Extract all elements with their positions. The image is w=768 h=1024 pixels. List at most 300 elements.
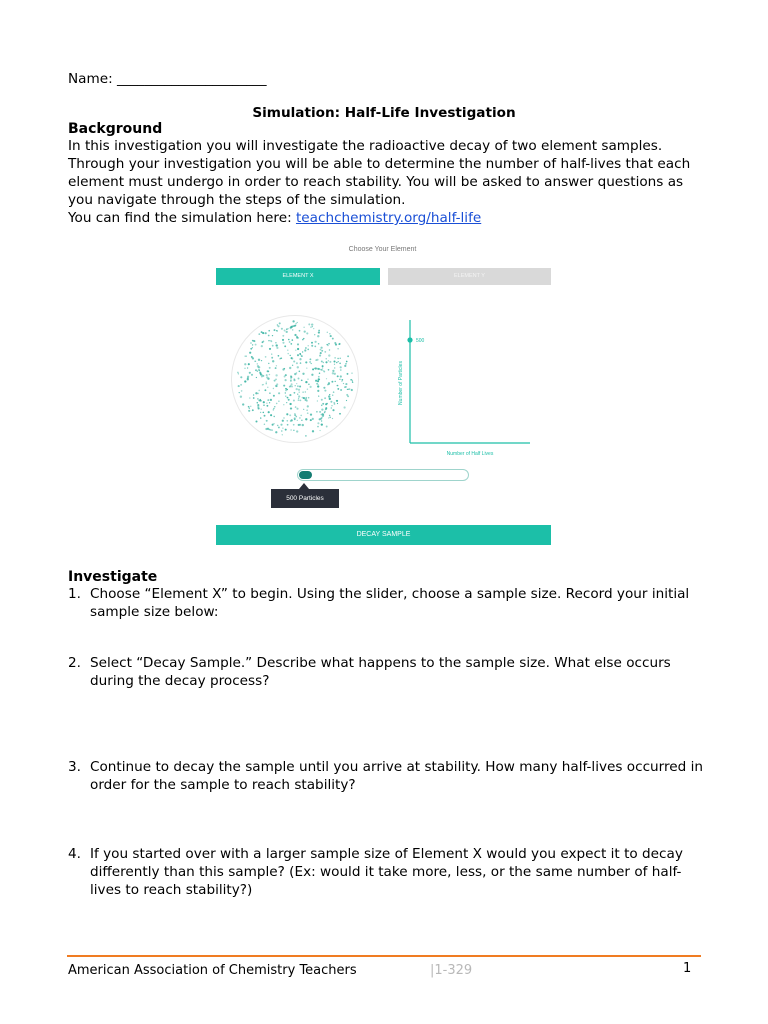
particle xyxy=(244,380,246,382)
particle xyxy=(276,365,277,366)
particle xyxy=(260,412,261,413)
particle xyxy=(315,380,317,382)
decay-sample-button[interactable]: DECAY SAMPLE xyxy=(216,525,551,545)
particle xyxy=(263,412,265,414)
particle xyxy=(340,375,342,377)
particle xyxy=(318,395,319,396)
particle xyxy=(282,339,284,341)
particle xyxy=(294,417,296,419)
particle xyxy=(327,345,328,346)
particle xyxy=(261,376,262,377)
particle xyxy=(339,363,341,365)
particle xyxy=(305,361,307,363)
particle xyxy=(341,379,343,381)
particle xyxy=(300,400,302,402)
particle xyxy=(329,415,330,416)
particle xyxy=(286,389,288,391)
particle xyxy=(334,357,335,358)
particle xyxy=(237,372,239,374)
particle xyxy=(247,367,248,368)
particle xyxy=(275,374,277,376)
particle xyxy=(289,367,291,369)
particle xyxy=(273,423,274,424)
particle xyxy=(331,381,333,383)
particle xyxy=(312,326,313,327)
particle xyxy=(265,356,267,358)
particle xyxy=(311,342,313,344)
particle xyxy=(271,357,273,359)
particle xyxy=(287,397,289,399)
particle xyxy=(317,335,319,337)
particle xyxy=(319,430,320,431)
particle xyxy=(310,419,312,421)
particle xyxy=(314,334,315,335)
particle xyxy=(336,362,337,363)
particle xyxy=(312,430,314,432)
particle xyxy=(257,393,259,395)
particle xyxy=(266,383,267,384)
particle xyxy=(296,362,298,364)
particle xyxy=(317,390,319,392)
question-text: If you started over with a larger sample size of Element X would you expect it to decay differently than this sample? (Ex: would it take more, less, or the same number of half-lives to reach stability?) xyxy=(90,846,683,898)
particle xyxy=(274,416,275,417)
particle xyxy=(257,398,258,399)
particle xyxy=(299,385,301,387)
particle xyxy=(340,389,342,391)
particle xyxy=(260,374,262,376)
particle xyxy=(304,349,306,351)
particle xyxy=(302,424,304,426)
particle xyxy=(291,326,293,328)
particle xyxy=(298,395,300,397)
particle xyxy=(323,362,324,363)
particle xyxy=(266,405,268,407)
question-text: Choose “Element X” to begin. Using the slider, choose a sample size. Record your initial sample size below: xyxy=(90,586,690,620)
particle xyxy=(290,378,292,380)
particle xyxy=(326,426,328,428)
particle xyxy=(269,367,271,369)
particle xyxy=(277,425,279,427)
particle xyxy=(272,360,274,362)
particle xyxy=(329,398,331,400)
particle xyxy=(305,391,306,392)
particle xyxy=(266,403,267,404)
particle xyxy=(320,347,322,349)
particle xyxy=(290,327,291,328)
particle xyxy=(298,399,300,401)
particle xyxy=(290,355,291,356)
particle xyxy=(352,380,353,381)
particle xyxy=(301,420,302,421)
particle xyxy=(265,332,267,334)
particle xyxy=(278,392,280,394)
particle xyxy=(307,388,308,389)
particle xyxy=(282,342,284,344)
particle xyxy=(272,345,274,347)
particle xyxy=(290,420,292,422)
particle xyxy=(321,408,323,410)
particle xyxy=(267,429,268,430)
particle xyxy=(324,397,326,399)
particle xyxy=(257,363,258,364)
particle xyxy=(239,392,240,393)
particle xyxy=(322,365,324,367)
particle xyxy=(300,415,302,417)
particle xyxy=(294,392,296,394)
particle xyxy=(250,348,252,350)
particle xyxy=(302,373,304,375)
particle xyxy=(295,323,296,324)
particle xyxy=(311,374,313,376)
background-paragraph xyxy=(68,137,708,227)
particle xyxy=(255,392,257,394)
particle xyxy=(240,384,242,386)
particle xyxy=(334,364,335,365)
particle xyxy=(351,389,353,391)
particle xyxy=(308,345,309,346)
particle xyxy=(296,388,298,390)
particle xyxy=(285,396,286,397)
particle xyxy=(284,330,286,332)
particle xyxy=(256,377,257,378)
particle xyxy=(314,346,316,348)
particle xyxy=(319,418,321,420)
particle xyxy=(257,371,258,372)
particle xyxy=(305,435,307,437)
particle xyxy=(242,403,244,405)
particle xyxy=(276,347,278,349)
particle xyxy=(321,399,323,401)
particle xyxy=(295,406,297,408)
tab-element-y[interactable]: ELEMENT Y xyxy=(388,268,551,285)
particle xyxy=(350,379,352,381)
particle xyxy=(348,388,350,390)
particle xyxy=(292,320,294,322)
particle xyxy=(331,407,332,408)
particle xyxy=(291,383,293,385)
particle xyxy=(297,322,298,323)
particle xyxy=(254,361,255,362)
particle xyxy=(300,362,302,364)
particle xyxy=(299,371,301,373)
particle xyxy=(299,330,301,332)
particle xyxy=(244,363,246,365)
particle xyxy=(273,409,274,410)
particle xyxy=(261,360,262,361)
particle xyxy=(240,376,242,378)
particle xyxy=(347,355,349,357)
graph-start-point xyxy=(407,337,412,342)
particle xyxy=(293,379,295,381)
particle xyxy=(311,363,312,364)
particle xyxy=(297,394,298,395)
particle xyxy=(286,331,288,333)
particle xyxy=(328,383,330,385)
particle xyxy=(323,371,325,373)
particle xyxy=(249,352,251,354)
particle xyxy=(339,413,341,415)
particle xyxy=(252,340,254,342)
particle xyxy=(296,430,298,432)
particle xyxy=(314,368,315,369)
particle xyxy=(333,391,335,393)
particle xyxy=(255,420,257,422)
particle xyxy=(284,376,286,378)
question-text: Continue to decay the sample until you arrive at stability. How many half-lives occurred in order for the sample to reach stability? xyxy=(90,759,704,793)
particle xyxy=(268,363,269,364)
particle-sample-circle xyxy=(231,315,359,443)
particle xyxy=(313,328,314,329)
particle xyxy=(338,343,340,345)
particle xyxy=(302,351,303,352)
particle xyxy=(249,397,251,399)
particle xyxy=(272,424,274,426)
tab-element-x[interactable]: ELEMENT X xyxy=(216,268,380,285)
particle xyxy=(274,406,275,407)
particle xyxy=(333,360,335,362)
particle xyxy=(252,409,254,411)
investigate-heading: Investigate xyxy=(68,569,158,585)
particle xyxy=(332,370,334,372)
particle xyxy=(274,329,276,331)
particle xyxy=(296,408,298,410)
particle xyxy=(280,358,282,360)
particle xyxy=(324,411,326,413)
particle xyxy=(267,378,269,380)
particle xyxy=(328,354,330,356)
particle xyxy=(289,341,291,343)
particle xyxy=(328,369,330,371)
particle xyxy=(325,361,327,363)
particle xyxy=(287,353,288,354)
particle xyxy=(261,345,263,347)
particle xyxy=(334,367,335,368)
particle xyxy=(304,330,306,332)
particle xyxy=(326,408,327,409)
sample-size-slider-track[interactable] xyxy=(297,469,469,481)
particle xyxy=(318,376,320,378)
particle xyxy=(301,379,303,381)
particle xyxy=(310,413,312,415)
particle xyxy=(249,372,251,374)
particle xyxy=(269,402,270,403)
particle xyxy=(316,383,318,385)
particle xyxy=(344,406,346,408)
particle xyxy=(275,367,277,369)
particle xyxy=(332,418,333,419)
sample-size-slider-handle[interactable] xyxy=(299,471,312,479)
particle xyxy=(331,405,332,406)
particle xyxy=(308,383,310,385)
simulation-link[interactable]: teachchemistry.org/half-life xyxy=(295,210,482,226)
particle xyxy=(238,373,239,374)
particle xyxy=(287,424,289,426)
question-number: 4. xyxy=(68,846,81,862)
particle xyxy=(318,343,320,345)
particle xyxy=(296,372,297,373)
particle xyxy=(319,355,321,357)
particle xyxy=(321,414,323,416)
particle xyxy=(276,344,278,346)
particle xyxy=(266,420,268,422)
particle xyxy=(317,422,319,424)
question-number: 2. xyxy=(68,655,81,671)
particle xyxy=(293,325,295,327)
question-4 xyxy=(68,845,708,899)
particle xyxy=(319,373,320,374)
particle xyxy=(289,394,291,396)
particle xyxy=(275,342,277,344)
particle xyxy=(310,326,312,328)
particle xyxy=(324,351,326,353)
particle xyxy=(292,365,293,366)
particle xyxy=(346,361,348,363)
particle xyxy=(337,358,338,359)
particle xyxy=(268,335,270,337)
particle xyxy=(327,332,328,333)
background-text: In this investigation you will investigate the radioactive decay of two element samples. Through your investigation you will be able to determine the number of half-lives that each element must undergo in order to reach stability. You will be asked to answer questions as you navigate through the steps of the simulation. xyxy=(68,138,691,208)
particle xyxy=(265,428,267,430)
particle xyxy=(303,338,304,339)
particle xyxy=(299,392,300,393)
particle xyxy=(336,400,338,402)
question-number: 1. xyxy=(68,586,81,602)
particle xyxy=(301,355,303,357)
particle xyxy=(318,330,320,332)
particle xyxy=(341,381,342,382)
particle xyxy=(322,403,324,405)
particle xyxy=(330,401,332,403)
particle xyxy=(255,344,257,346)
particle xyxy=(338,361,339,362)
particle xyxy=(268,411,270,413)
particle xyxy=(269,374,271,376)
particle xyxy=(312,418,314,420)
particle xyxy=(277,324,278,325)
link-prefix: You can find the simulation here: xyxy=(68,210,296,226)
particle xyxy=(290,429,291,430)
particle xyxy=(253,397,255,399)
page-number: 1 xyxy=(683,961,692,976)
particle xyxy=(307,379,308,380)
particle xyxy=(263,404,265,406)
particle xyxy=(282,335,284,337)
particle xyxy=(306,332,308,334)
particle xyxy=(284,345,286,347)
particle xyxy=(328,417,329,418)
particle xyxy=(298,398,299,399)
particle xyxy=(296,336,298,338)
particle xyxy=(328,360,329,361)
particle xyxy=(278,355,280,357)
particle xyxy=(307,412,309,414)
particle xyxy=(240,396,242,398)
particle xyxy=(321,350,323,352)
question-text: Select “Decay Sample.” Describe what happens to the sample size. What else occurs during the decay process? xyxy=(90,655,671,689)
particle xyxy=(344,386,346,388)
particle xyxy=(318,332,320,334)
particle xyxy=(282,427,283,428)
particle xyxy=(298,389,300,391)
particle xyxy=(264,415,266,417)
particle xyxy=(244,368,245,369)
particle xyxy=(346,400,347,401)
particle xyxy=(253,394,254,395)
particle xyxy=(261,408,262,409)
particle xyxy=(322,367,323,368)
particle xyxy=(273,388,274,389)
particle xyxy=(296,383,297,384)
particle xyxy=(238,385,240,387)
particle xyxy=(275,431,277,433)
particle xyxy=(262,332,264,334)
particle xyxy=(329,394,330,395)
particle xyxy=(320,349,322,351)
particle xyxy=(288,399,290,401)
particle xyxy=(305,381,307,383)
particle xyxy=(269,392,271,394)
particle xyxy=(245,355,247,357)
particle xyxy=(285,429,287,431)
particle xyxy=(308,397,310,399)
particle xyxy=(290,380,292,382)
particle xyxy=(297,420,298,421)
particle xyxy=(332,372,334,374)
particle xyxy=(273,408,275,410)
particle xyxy=(291,357,293,359)
particle xyxy=(329,349,330,350)
particle xyxy=(334,403,336,405)
particle xyxy=(286,413,288,415)
particle xyxy=(337,385,338,386)
particle xyxy=(263,401,265,403)
particle xyxy=(306,397,307,398)
particle xyxy=(290,407,292,409)
particle xyxy=(248,406,250,408)
particle xyxy=(275,379,277,381)
particle xyxy=(309,358,311,360)
particle xyxy=(260,417,261,418)
particle xyxy=(332,395,333,396)
particle xyxy=(297,343,299,345)
particle xyxy=(343,383,344,384)
particle xyxy=(285,379,287,381)
particle xyxy=(305,418,307,420)
particle xyxy=(352,382,354,384)
particle xyxy=(317,385,319,387)
particle xyxy=(294,414,296,416)
particle xyxy=(260,400,262,402)
particle xyxy=(303,397,305,399)
graph-y-axis-label: Number of Particles xyxy=(398,361,404,405)
particle xyxy=(286,402,287,403)
graph-point-label: 500 xyxy=(416,338,425,344)
particle xyxy=(270,429,272,431)
particle xyxy=(288,339,290,341)
particle xyxy=(299,353,301,355)
particle xyxy=(266,374,268,376)
particle xyxy=(332,338,334,340)
particle xyxy=(268,330,270,332)
particle xyxy=(293,399,295,401)
particle xyxy=(287,350,288,351)
particle xyxy=(305,347,307,349)
particle xyxy=(302,391,303,392)
particle xyxy=(249,408,250,409)
particle xyxy=(257,406,259,408)
particle xyxy=(252,344,253,345)
particle xyxy=(309,361,311,363)
